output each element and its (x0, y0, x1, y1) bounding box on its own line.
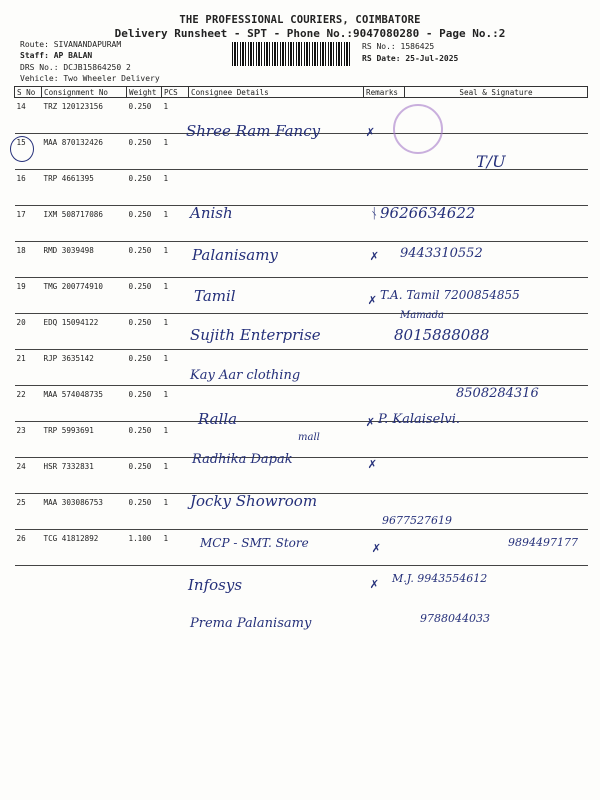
signature-16: 9626634622 (380, 204, 476, 222)
cell-cno: TRP 4661395 (42, 170, 127, 206)
signature-17: 9443310552 (400, 246, 483, 261)
signature-18: T.A. Tamil 7200854855 (380, 288, 520, 302)
signature-20: 8508284316 (456, 386, 539, 401)
cell-blank (364, 350, 405, 386)
cell-sno: 17 (15, 206, 42, 242)
signature-21: P. Kalaiselvi. (378, 412, 461, 427)
cell-pcs: 1 (162, 278, 189, 314)
cell-pcs: 1 (162, 134, 189, 170)
cell-pcs: 1 (162, 242, 189, 278)
cell-pcs: 1 (162, 206, 189, 242)
cell-blank (364, 530, 405, 566)
cell-pcs: 1 (162, 98, 189, 134)
cell-blank (405, 458, 588, 494)
cell-sno: 16 (15, 170, 42, 206)
vehicle-label: Vehicle: Two Wheeler Delivery (20, 74, 160, 83)
cell-pcs: 1 (162, 494, 189, 530)
cell-weight: 0.250 (127, 134, 162, 170)
cell-sno: 25 (15, 494, 42, 530)
cell-weight: 0.250 (127, 242, 162, 278)
cell-cno: TMG 200774910 (42, 278, 127, 314)
cell-cno: TRZ 120123156 (42, 98, 127, 134)
cell-cno: EDQ 15094122 (42, 314, 127, 350)
cell-blank (189, 170, 364, 206)
remark-tick: ✗ (366, 414, 375, 430)
cell-weight: 1.100 (127, 530, 162, 566)
cell-sno: 14 (15, 98, 42, 134)
route-label: Route: SIVANANDAPURAM (20, 40, 122, 49)
cell-pcs: 1 (162, 422, 189, 458)
cell-sno: 18 (15, 242, 42, 278)
row15-circle-mark (10, 136, 34, 162)
cell-pcs: 1 (162, 314, 189, 350)
cell-blank (405, 170, 588, 206)
drs-label: DRS No.: DCJB15864250 2 (20, 63, 131, 72)
table-row (15, 458, 588, 494)
cell-cno: RJP 3635142 (42, 350, 127, 386)
signature-24: 9894497177 (508, 536, 578, 549)
consignee-22-note: mall (298, 432, 320, 443)
cell-sno: 22 (15, 386, 42, 422)
cell-cno: MAA 574048735 (42, 386, 127, 422)
cell-weight: 0.250 (127, 458, 162, 494)
table-row (15, 170, 588, 206)
table-row (15, 350, 588, 386)
rs-number: RS No.: 1586425 (362, 42, 435, 51)
cell-weight: 0.250 (127, 98, 162, 134)
remark-tick: ✗ (372, 540, 381, 556)
barcode (232, 42, 350, 66)
signature-15: T/U (476, 152, 506, 171)
col-pcs: PCS (162, 87, 189, 98)
cell-cno: MAA 303086753 (42, 494, 127, 530)
cell-sno: 21 (15, 350, 42, 386)
consignee-21: Ralla (198, 410, 238, 428)
staff-label: Staff: AP BALAN (20, 51, 93, 60)
remark-tick: ✗ (370, 576, 379, 592)
cell-cno: IXM 508717086 (42, 206, 127, 242)
cell-weight: 0.250 (127, 206, 162, 242)
cell-pcs: 1 (162, 458, 189, 494)
signature-26: 9788044033 (420, 612, 490, 625)
cell-weight: 0.250 (127, 278, 162, 314)
cell-weight: 0.250 (127, 494, 162, 530)
cell-sno: 24 (15, 458, 42, 494)
cell-weight: 0.250 (127, 350, 162, 386)
col-weight: Weight (127, 87, 162, 98)
col-remarks: Remarks (364, 87, 405, 98)
col-sno: S No (15, 87, 42, 98)
signature-23: 9677527619 (382, 514, 452, 527)
cell-cno: HSR 7332831 (42, 458, 127, 494)
cell-blank (405, 350, 588, 386)
cell-cno: MAA 870132426 (42, 134, 127, 170)
col-consignee: Consignee Details (189, 87, 364, 98)
consignee-22: Radhika Dapak (192, 452, 293, 467)
cell-cno: TCG 41812892 (42, 530, 127, 566)
cell-weight: 0.250 (127, 422, 162, 458)
remark-tick: ✗ (366, 124, 375, 140)
consignee-24: MCP - SMT. Store (200, 536, 309, 550)
cell-sno: 15 (15, 134, 42, 170)
cell-pcs: 1 (162, 350, 189, 386)
cell-sno: 19 (15, 278, 42, 314)
signature-25: M.J. 9943554612 (392, 572, 488, 585)
runsheet-subtitle: Delivery Runsheet - SPT - Phone No.:9047080280 - Page No.:2 (114, 27, 506, 40)
remark-tick: ✗ (368, 456, 377, 472)
consignee-20: Kay Aar clothing (190, 368, 301, 383)
col-seal-signature: Seal & Signature (405, 87, 588, 98)
consignee-17: Palanisamy (192, 246, 278, 264)
cell-pcs: 1 (162, 530, 189, 566)
cell-cno: TRP 5993691 (42, 422, 127, 458)
cell-pcs: 1 (162, 386, 189, 422)
cell-blank (364, 170, 405, 206)
cell-cno: RMD 3039498 (42, 242, 127, 278)
cell-sno: 26 (15, 530, 42, 566)
consignee-26: Prema Palanisamy (190, 616, 312, 631)
company-title: THE PROFESSIONAL COURIERS, COIMBATORE (179, 14, 421, 26)
signature-19: 8015888088 (394, 326, 490, 344)
cell-weight: 0.250 (127, 386, 162, 422)
table-header-row (15, 87, 588, 98)
cell-sno: 20 (15, 314, 42, 350)
cell-pcs: 1 (162, 170, 189, 206)
consignee-23: Jocky Showroom (190, 492, 318, 510)
table-row (15, 206, 588, 242)
remark-tick: ᚾ (370, 206, 379, 222)
remark-tick: ✗ (370, 248, 379, 264)
table-row (15, 242, 588, 278)
cell-weight: 0.250 (127, 314, 162, 350)
signature-19-name: Mamada (400, 310, 445, 321)
rs-date: RS Date: 25-Jul-2025 (362, 54, 459, 63)
cell-weight: 0.250 (127, 170, 162, 206)
consignee-14: Shree Ram Fancy (186, 122, 321, 140)
consignee-25: Infosys (188, 576, 243, 594)
cell-sno: 23 (15, 422, 42, 458)
seal-stamp (393, 104, 443, 154)
col-consignment: Consignment No (42, 87, 127, 98)
consignee-19: Sujith Enterprise (190, 326, 321, 344)
consignee-16: Anish (190, 204, 233, 222)
remark-tick: ✗ (368, 292, 377, 308)
consignee-18: Tamil (194, 287, 236, 305)
